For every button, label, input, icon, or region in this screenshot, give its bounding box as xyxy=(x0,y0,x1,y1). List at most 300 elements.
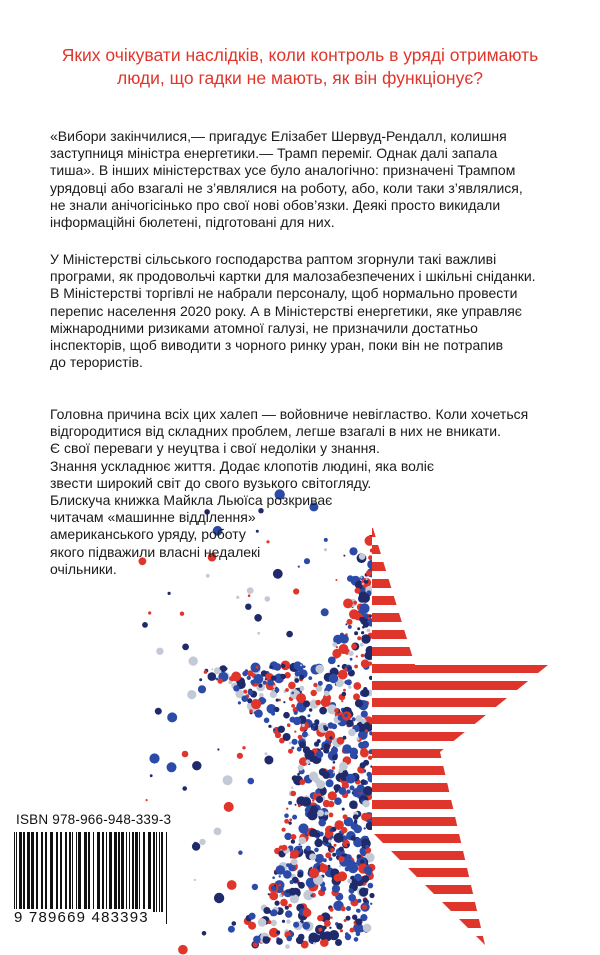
barcode-bar xyxy=(109,832,112,912)
dot xyxy=(254,709,262,717)
dot xyxy=(328,657,336,665)
dot xyxy=(283,701,285,703)
dot xyxy=(328,839,331,842)
barcode-bar xyxy=(45,832,47,912)
dot xyxy=(289,742,292,745)
dot xyxy=(350,785,355,790)
dot xyxy=(346,860,356,870)
dot xyxy=(241,695,248,702)
headline-line: Яких очікувати наслідків, коли контроль в уряді отримають xyxy=(61,45,539,65)
dot xyxy=(265,678,267,680)
text-line: Головна причина всіх цих халеп — войовниче невігластво. Коли хочеться xyxy=(50,406,529,422)
dot xyxy=(354,820,358,824)
text-line: інспекторів, щоб виводити з чорного ринку уран, поки він не потрапив xyxy=(50,337,504,354)
text-line: якого підважили власні недалекі xyxy=(50,543,261,560)
dot xyxy=(314,719,319,724)
dot xyxy=(323,772,330,779)
dot xyxy=(333,746,335,748)
dot xyxy=(353,601,357,605)
dot xyxy=(308,676,312,680)
dot xyxy=(345,932,349,936)
dot xyxy=(346,854,352,860)
barcode-bar xyxy=(156,832,157,912)
paragraph-1 xyxy=(50,128,555,231)
dot xyxy=(364,722,371,729)
dot xyxy=(368,883,374,889)
dot xyxy=(343,736,347,740)
text-line: до терористів. xyxy=(50,354,143,371)
barcode-bar xyxy=(19,832,22,912)
dot xyxy=(350,928,355,933)
dot xyxy=(354,631,358,635)
dot xyxy=(318,681,323,686)
dot xyxy=(309,853,316,860)
dot xyxy=(341,906,346,911)
dot xyxy=(273,685,276,688)
dot xyxy=(282,828,286,832)
dot xyxy=(288,801,292,805)
text-line: відгородитися від складних проблем, легше взагалі в них не вникати. xyxy=(50,423,502,440)
star-stripe xyxy=(372,681,562,690)
dot xyxy=(248,922,256,930)
dot xyxy=(281,845,287,851)
dot xyxy=(289,888,297,896)
dot xyxy=(142,622,148,628)
dot xyxy=(326,684,333,691)
barcode-bar xyxy=(65,832,67,912)
dot xyxy=(302,724,305,727)
dot xyxy=(182,644,189,651)
dot xyxy=(227,880,237,890)
dot xyxy=(296,937,304,945)
dot xyxy=(238,701,241,704)
dot xyxy=(347,666,351,670)
star-stripe xyxy=(372,579,562,588)
dot xyxy=(168,592,171,595)
dot xyxy=(299,837,307,845)
dot xyxy=(318,928,322,932)
dot xyxy=(349,748,358,757)
barcode-bar xyxy=(159,832,160,912)
dot xyxy=(343,599,353,609)
dot xyxy=(282,920,285,923)
barcode-bar xyxy=(84,832,87,912)
dot xyxy=(180,612,184,616)
dot xyxy=(248,594,251,597)
dot xyxy=(342,808,345,811)
dot xyxy=(149,753,159,763)
dot xyxy=(329,736,332,739)
dot xyxy=(258,918,267,927)
dot xyxy=(298,765,304,771)
dot xyxy=(273,728,276,731)
dot xyxy=(298,804,301,807)
dot xyxy=(286,808,288,810)
dot xyxy=(332,853,336,857)
dot xyxy=(268,725,271,728)
dot xyxy=(338,856,344,862)
dot xyxy=(300,664,302,666)
dot xyxy=(288,682,296,690)
dot xyxy=(274,707,279,712)
dot xyxy=(362,875,369,882)
dot xyxy=(360,769,364,773)
dot xyxy=(339,865,341,867)
dot xyxy=(356,737,359,740)
dot xyxy=(281,664,285,668)
dot xyxy=(279,875,281,877)
dot xyxy=(254,674,264,684)
dot xyxy=(324,726,329,731)
barcode-bar xyxy=(72,832,73,912)
text-line: читачам «машинне відділення» xyxy=(50,509,256,526)
barcode-bar xyxy=(88,832,90,912)
dot xyxy=(264,756,273,765)
dot xyxy=(336,923,343,930)
dot xyxy=(288,904,292,908)
dot xyxy=(338,670,348,680)
text-line: перепис населення 2020 року. А в Міністерстві енергетики, яке управляє xyxy=(50,302,522,319)
barcode-bar xyxy=(153,832,155,912)
star-stripe xyxy=(372,766,562,775)
dot xyxy=(362,626,365,629)
striped-star-half-icon xyxy=(372,520,562,950)
dot xyxy=(265,596,271,602)
dot xyxy=(347,619,353,625)
star-stripe xyxy=(372,647,562,656)
dot xyxy=(178,945,188,955)
dot xyxy=(367,814,372,819)
barcode-bar xyxy=(126,832,127,912)
star-stripe xyxy=(372,698,562,707)
dot xyxy=(294,731,296,733)
dot xyxy=(354,937,359,942)
dot xyxy=(362,583,364,585)
dot xyxy=(337,871,347,881)
dot xyxy=(291,859,298,866)
dot xyxy=(352,879,357,884)
dot xyxy=(333,761,336,764)
dot xyxy=(331,836,334,839)
barcode-bar xyxy=(27,832,30,912)
dot xyxy=(369,893,374,898)
dot xyxy=(247,670,253,676)
dot xyxy=(324,691,330,697)
dot xyxy=(328,801,334,807)
dot xyxy=(332,766,335,769)
text-line: заступниця міністра енергетики.— Трамп переміг. Однак далі запала xyxy=(50,145,498,162)
dot xyxy=(368,773,371,776)
dot xyxy=(292,739,298,745)
dot xyxy=(348,894,356,902)
dot xyxy=(332,885,340,893)
star-stripe xyxy=(372,851,562,860)
dot xyxy=(217,748,219,750)
dot xyxy=(346,789,350,793)
dot xyxy=(276,938,283,945)
dot xyxy=(360,643,364,647)
dot xyxy=(367,629,371,633)
star-stripe xyxy=(372,783,562,792)
barcode-bar xyxy=(161,832,163,912)
dot xyxy=(335,939,342,946)
dot xyxy=(292,815,297,820)
text-line: міжнародними ризиками атомної галузі, не призначили достатньо xyxy=(50,319,478,336)
dot xyxy=(299,675,304,680)
dot xyxy=(275,732,281,738)
dot xyxy=(306,846,311,851)
dot xyxy=(346,720,353,727)
dot xyxy=(263,907,270,914)
dot xyxy=(291,791,297,797)
dot xyxy=(307,714,310,717)
dot xyxy=(348,625,352,629)
dot xyxy=(223,775,233,785)
dot xyxy=(268,920,272,924)
dot xyxy=(347,879,352,884)
dot xyxy=(233,685,239,691)
dot xyxy=(189,656,198,665)
dot xyxy=(278,726,285,733)
star-stripe xyxy=(372,902,562,911)
dot xyxy=(265,752,268,755)
barcode-bar xyxy=(135,832,138,912)
dot xyxy=(228,681,232,685)
headline-line: люди, що гадки не мають, як він функціонує? xyxy=(116,68,483,88)
star-stripe xyxy=(372,630,562,639)
dot xyxy=(309,868,319,878)
dot xyxy=(313,724,316,727)
dot xyxy=(302,731,308,737)
barcode-bar xyxy=(106,832,107,912)
dot xyxy=(150,774,153,777)
dot xyxy=(202,931,207,936)
dot xyxy=(291,834,297,840)
dot xyxy=(254,614,262,622)
dot xyxy=(323,743,330,750)
dot xyxy=(303,908,312,917)
dot xyxy=(272,876,275,879)
star-stripe xyxy=(372,919,562,928)
barcode-bar xyxy=(69,832,71,912)
paragraph-2 xyxy=(50,251,555,371)
barcode-bar xyxy=(31,832,34,912)
dot xyxy=(321,886,327,892)
barcode-bar xyxy=(60,832,62,912)
dot xyxy=(182,786,187,791)
dot xyxy=(329,674,339,684)
dot xyxy=(225,667,228,670)
dot xyxy=(268,893,270,895)
dot xyxy=(275,688,279,692)
dot xyxy=(276,930,280,934)
dot xyxy=(355,588,361,594)
dot xyxy=(341,700,343,702)
dot xyxy=(360,749,369,758)
dot xyxy=(344,713,348,717)
text-line: Є свої переваги у неуцтва і свої недоліки у знання. xyxy=(50,440,380,457)
dot xyxy=(340,929,343,932)
dot xyxy=(329,927,331,929)
barcode-bar xyxy=(97,832,100,912)
dot xyxy=(319,932,327,940)
star-stripe xyxy=(372,749,562,758)
text-line: «Вибори закінчилися,— пригадує Елізабет Шервуд-Рендалл, колишня xyxy=(50,128,507,144)
star-stripe xyxy=(372,834,562,843)
dot xyxy=(194,879,196,881)
barcode-bar xyxy=(36,832,38,912)
text-line: Знання ускладнює життя. Додає клопотів людині, яка воліє xyxy=(50,457,435,474)
dot xyxy=(286,890,289,893)
dot xyxy=(276,865,286,875)
isbn-label: ISBN 978-966-948-339-3 xyxy=(16,812,172,827)
dot xyxy=(291,692,294,695)
dot xyxy=(347,844,350,847)
dot xyxy=(337,665,339,667)
star-stripe xyxy=(372,936,562,945)
dot xyxy=(304,750,314,760)
dot xyxy=(238,851,242,855)
dot xyxy=(224,802,234,812)
dot xyxy=(314,839,322,847)
dot xyxy=(344,919,347,922)
dot xyxy=(316,751,323,758)
dot xyxy=(339,644,349,654)
dot xyxy=(319,707,327,715)
dot xyxy=(251,699,261,709)
dot xyxy=(349,888,354,893)
barcode-bar xyxy=(76,832,77,912)
dot xyxy=(281,674,286,679)
dot xyxy=(316,780,325,789)
dot xyxy=(330,848,334,852)
dot xyxy=(325,731,335,741)
dot xyxy=(286,919,290,923)
dot xyxy=(237,753,243,759)
dot xyxy=(303,700,310,707)
dot xyxy=(303,665,306,668)
dot xyxy=(271,675,276,680)
dot xyxy=(298,823,308,833)
dot xyxy=(321,608,329,616)
dot xyxy=(315,789,320,794)
dot xyxy=(245,604,251,610)
dot xyxy=(365,845,369,849)
dot xyxy=(298,848,300,850)
dot xyxy=(297,872,303,878)
star-stripe xyxy=(372,868,562,877)
dot xyxy=(355,919,358,922)
barcode-digits: 9 789669 483393 xyxy=(14,909,149,926)
dot xyxy=(285,906,289,910)
dot xyxy=(315,665,324,674)
dot xyxy=(271,920,277,926)
dot xyxy=(214,828,222,836)
dot xyxy=(321,699,329,707)
barcode-bar xyxy=(56,832,58,912)
dot xyxy=(314,848,319,853)
dot xyxy=(360,859,365,864)
dot xyxy=(285,944,290,949)
barcode-bar xyxy=(41,832,43,912)
dot xyxy=(361,654,365,658)
dot xyxy=(302,922,310,930)
dot xyxy=(252,884,258,890)
dot xyxy=(343,814,348,819)
text-line: В Міністерстві торгівлі не набрали персоналу, щоб нормально провести xyxy=(50,285,518,302)
dot xyxy=(228,926,235,933)
dot xyxy=(352,792,354,794)
barcode-bar xyxy=(148,832,151,912)
dot xyxy=(258,684,262,688)
dot xyxy=(317,915,323,921)
dot xyxy=(361,779,367,785)
dot xyxy=(253,936,261,944)
dot xyxy=(361,634,370,643)
text-line: У Міністерстві сільського господарства раптом згорнули такі важливі xyxy=(50,251,497,267)
dot xyxy=(363,687,367,691)
dot xyxy=(299,686,304,691)
dot xyxy=(360,593,370,603)
dot xyxy=(365,797,367,799)
dot xyxy=(364,866,373,875)
dot xyxy=(311,727,314,730)
dot xyxy=(333,771,335,773)
dot xyxy=(198,685,206,693)
dot xyxy=(291,717,294,720)
dot xyxy=(344,668,347,671)
dot xyxy=(346,906,351,911)
dot xyxy=(324,920,331,927)
dot xyxy=(320,864,329,873)
dot xyxy=(298,882,302,886)
dot xyxy=(357,636,361,640)
text-line: урядовці або взагалі не з’являлися на роботу, або, коли таки з’являлися, xyxy=(50,179,523,196)
dot xyxy=(297,688,300,691)
barcode-bar xyxy=(118,832,120,912)
text-line: очільники. xyxy=(50,560,117,577)
dot xyxy=(332,755,338,761)
dot xyxy=(332,642,337,647)
star-stripe xyxy=(372,613,562,622)
dot xyxy=(295,804,297,806)
dot xyxy=(353,682,361,690)
dot xyxy=(355,699,363,707)
dot xyxy=(362,800,369,807)
dot xyxy=(356,655,358,657)
dot xyxy=(348,729,356,737)
dot xyxy=(247,587,254,594)
dot xyxy=(309,829,317,837)
dot xyxy=(329,908,333,912)
dot xyxy=(306,760,311,765)
dot xyxy=(285,688,289,692)
barcode-bar xyxy=(139,832,140,912)
dot xyxy=(359,603,369,613)
dot xyxy=(369,614,372,617)
dot xyxy=(331,724,337,730)
dot xyxy=(313,683,317,687)
dot xyxy=(300,698,304,702)
dot xyxy=(370,903,372,905)
dot xyxy=(286,936,292,942)
dot xyxy=(271,909,278,916)
dot xyxy=(309,708,312,711)
dot xyxy=(326,779,334,787)
dot xyxy=(286,863,290,867)
dot xyxy=(243,690,247,694)
isbn-barcode-block xyxy=(8,812,176,942)
